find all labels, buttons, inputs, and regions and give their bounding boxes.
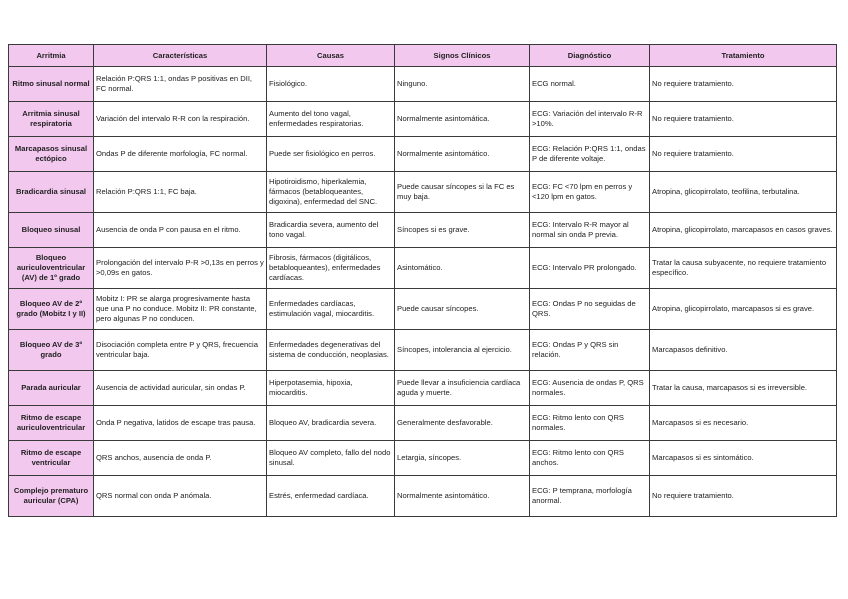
cell-signos: Normalmente asintomática. — [395, 102, 530, 137]
cell-causas: Enfermedades degenerativas del sistema de conducción, neoplasias. — [267, 330, 395, 371]
cell-caracteristicas: Relación P:QRS 1:1, ondas P positivas en DII, FC normal. — [94, 67, 267, 102]
cell-diagnostico: ECG: P temprana, morfología anormal. — [530, 476, 650, 517]
cell-arritmia: Ritmo sinusal normal — [9, 67, 94, 102]
cell-diagnostico: ECG: Intervalo PR prolongado. — [530, 248, 650, 289]
cell-arritmia: Bloqueo sinusal — [9, 213, 94, 248]
cell-caracteristicas: Ondas P de diferente morfología, FC normal. — [94, 137, 267, 172]
header-caracteristicas: Características — [94, 45, 267, 67]
cell-arritmia: Ritmo de escape ventricular — [9, 441, 94, 476]
cell-tratamiento: No requiere tratamiento. — [650, 137, 837, 172]
cell-arritmia: Ritmo de escape auriculoventricular — [9, 406, 94, 441]
cell-causas: Hiperpotasemia, hipoxia, miocarditis. — [267, 371, 395, 406]
cell-caracteristicas: Prolongación del intervalo P-R >0,13s en perros y >0,09s en gatos. — [94, 248, 267, 289]
cell-diagnostico: ECG: Ritmo lento con QRS normales. — [530, 406, 650, 441]
header-diagnostico: Diagnóstico — [530, 45, 650, 67]
cell-signos: Normalmente asintomático. — [395, 476, 530, 517]
table-body — [9, 67, 837, 517]
table-row — [9, 137, 837, 172]
cell-causas: Aumento del tono vagal, enfermedades respiratorias. — [267, 102, 395, 137]
cell-signos: Asintomático. — [395, 248, 530, 289]
arrhythmia-table — [8, 44, 837, 517]
cell-causas: Bradicardia severa, aumento del tono vagal. — [267, 213, 395, 248]
table-row — [9, 476, 837, 517]
cell-causas: Estrés, enfermedad cardíaca. — [267, 476, 395, 517]
cell-caracteristicas: Relación P:QRS 1:1, FC baja. — [94, 172, 267, 213]
header-arritmia: Arritmia — [9, 45, 94, 67]
cell-tratamiento: Tratar la causa, marcapasos si es irreversible. — [650, 371, 837, 406]
cell-causas: Fisiológico. — [267, 67, 395, 102]
cell-diagnostico: ECG: Ondas P no seguidas de QRS. — [530, 289, 650, 330]
cell-caracteristicas: QRS anchos, ausencia de onda P. — [94, 441, 267, 476]
cell-caracteristicas: QRS normal con onda P anómala. — [94, 476, 267, 517]
cell-tratamiento: Tratar la causa subyacente, no requiere tratamiento específico. — [650, 248, 837, 289]
cell-diagnostico: ECG: Variación del intervalo R-R >10%. — [530, 102, 650, 137]
cell-caracteristicas: Variación del intervalo R-R con la respiración. — [94, 102, 267, 137]
header-row — [9, 45, 837, 67]
header-signos: Signos Clínicos — [395, 45, 530, 67]
cell-caracteristicas: Disociación completa entre P y QRS, frecuencia ventricular baja. — [94, 330, 267, 371]
cell-causas: Hipotiroidismo, hiperkalemia, fármacos (betabloqueantes, digoxina), enfermedad del SNC. — [267, 172, 395, 213]
cell-arritmia: Bradicardia sinusal — [9, 172, 94, 213]
cell-arritmia: Parada auricular — [9, 371, 94, 406]
cell-signos: Letargia, síncopes. — [395, 441, 530, 476]
cell-diagnostico: ECG: Ausencia de ondas P, QRS normales. — [530, 371, 650, 406]
cell-tratamiento: No requiere tratamiento. — [650, 102, 837, 137]
table-row — [9, 213, 837, 248]
cell-arritmia: Marcapasos sinusal ectópico — [9, 137, 94, 172]
cell-arritmia: Bloqueo AV de 3º grado — [9, 330, 94, 371]
cell-tratamiento: No requiere tratamiento. — [650, 67, 837, 102]
table-row — [9, 441, 837, 476]
cell-signos: Normalmente asintomático. — [395, 137, 530, 172]
cell-diagnostico: ECG: Intervalo R-R mayor al normal sin onda P previa. — [530, 213, 650, 248]
cell-arritmia: Complejo prematuro auricular (CPA) — [9, 476, 94, 517]
cell-arritmia: Bloqueo AV de 2º grado (Mobitz I y II) — [9, 289, 94, 330]
cell-signos: Puede causar síncopes. — [395, 289, 530, 330]
cell-arritmia: Bloqueo auriculoventricular (AV) de 1º grado — [9, 248, 94, 289]
cell-tratamiento: No requiere tratamiento. — [650, 476, 837, 517]
cell-diagnostico: ECG: Relación P:QRS 1:1, ondas P de diferente voltaje. — [530, 137, 650, 172]
cell-diagnostico: ECG: FC <70 lpm en perros y <120 lpm en gatos. — [530, 172, 650, 213]
cell-signos: Puede causar síncopes si la FC es muy baja. — [395, 172, 530, 213]
cell-caracteristicas: Onda P negativa, latidos de escape tras pausa. — [94, 406, 267, 441]
cell-diagnostico: ECG: Ondas P y QRS sin relación. — [530, 330, 650, 371]
header-causas: Causas — [267, 45, 395, 67]
cell-tratamiento: Marcapasos definitivo. — [650, 330, 837, 371]
table-row — [9, 67, 837, 102]
table-row — [9, 172, 837, 213]
cell-signos: Síncopes si es grave. — [395, 213, 530, 248]
cell-causas: Puede ser fisiológico en perros. — [267, 137, 395, 172]
cell-diagnostico: ECG: Ritmo lento con QRS anchos. — [530, 441, 650, 476]
table-row — [9, 248, 837, 289]
cell-causas: Bloqueo AV, bradicardia severa. — [267, 406, 395, 441]
cell-tratamiento: Atropina, glicopirrolato, marcapasos si es grave. — [650, 289, 837, 330]
cell-causas: Bloqueo AV completo, fallo del nodo sinusal. — [267, 441, 395, 476]
cell-caracteristicas: Ausencia de actividad auricular, sin ondas P. — [94, 371, 267, 406]
cell-arritmia: Arritmia sinusal respiratoria — [9, 102, 94, 137]
cell-signos: Puede llevar a insuficiencia cardíaca aguda y muerte. — [395, 371, 530, 406]
cell-tratamiento: Atropina, glicopirrolato, teofilina, terbutalina. — [650, 172, 837, 213]
cell-caracteristicas: Ausencia de onda P con pausa en el ritmo. — [94, 213, 267, 248]
header-tratamiento: Tratamiento — [650, 45, 837, 67]
cell-tratamiento: Marcapasos si es sintomático. — [650, 441, 837, 476]
cell-causas: Enfermedades cardíacas, estimulación vagal, miocarditis. — [267, 289, 395, 330]
cell-causas: Fibrosis, fármacos (digitálicos, betabloqueantes), enfermedades cardíacas. — [267, 248, 395, 289]
cell-signos: Generalmente desfavorable. — [395, 406, 530, 441]
table-row — [9, 289, 837, 330]
table-row — [9, 371, 837, 406]
cell-tratamiento: Marcapasos si es necesario. — [650, 406, 837, 441]
cell-caracteristicas: Mobitz I: PR se alarga progresivamente hasta que una P no conduce. Mobitz II: PR constante, pero algunas P no conducen. — [94, 289, 267, 330]
table-header — [9, 45, 837, 67]
cell-tratamiento: Atropina, glicopirrolato, marcapasos en casos graves. — [650, 213, 837, 248]
table-row — [9, 102, 837, 137]
table-row — [9, 330, 837, 371]
cell-diagnostico: ECG normal. — [530, 67, 650, 102]
cell-signos: Ninguno. — [395, 67, 530, 102]
cell-signos: Síncopes, intolerancia al ejercicio. — [395, 330, 530, 371]
table-row — [9, 406, 837, 441]
